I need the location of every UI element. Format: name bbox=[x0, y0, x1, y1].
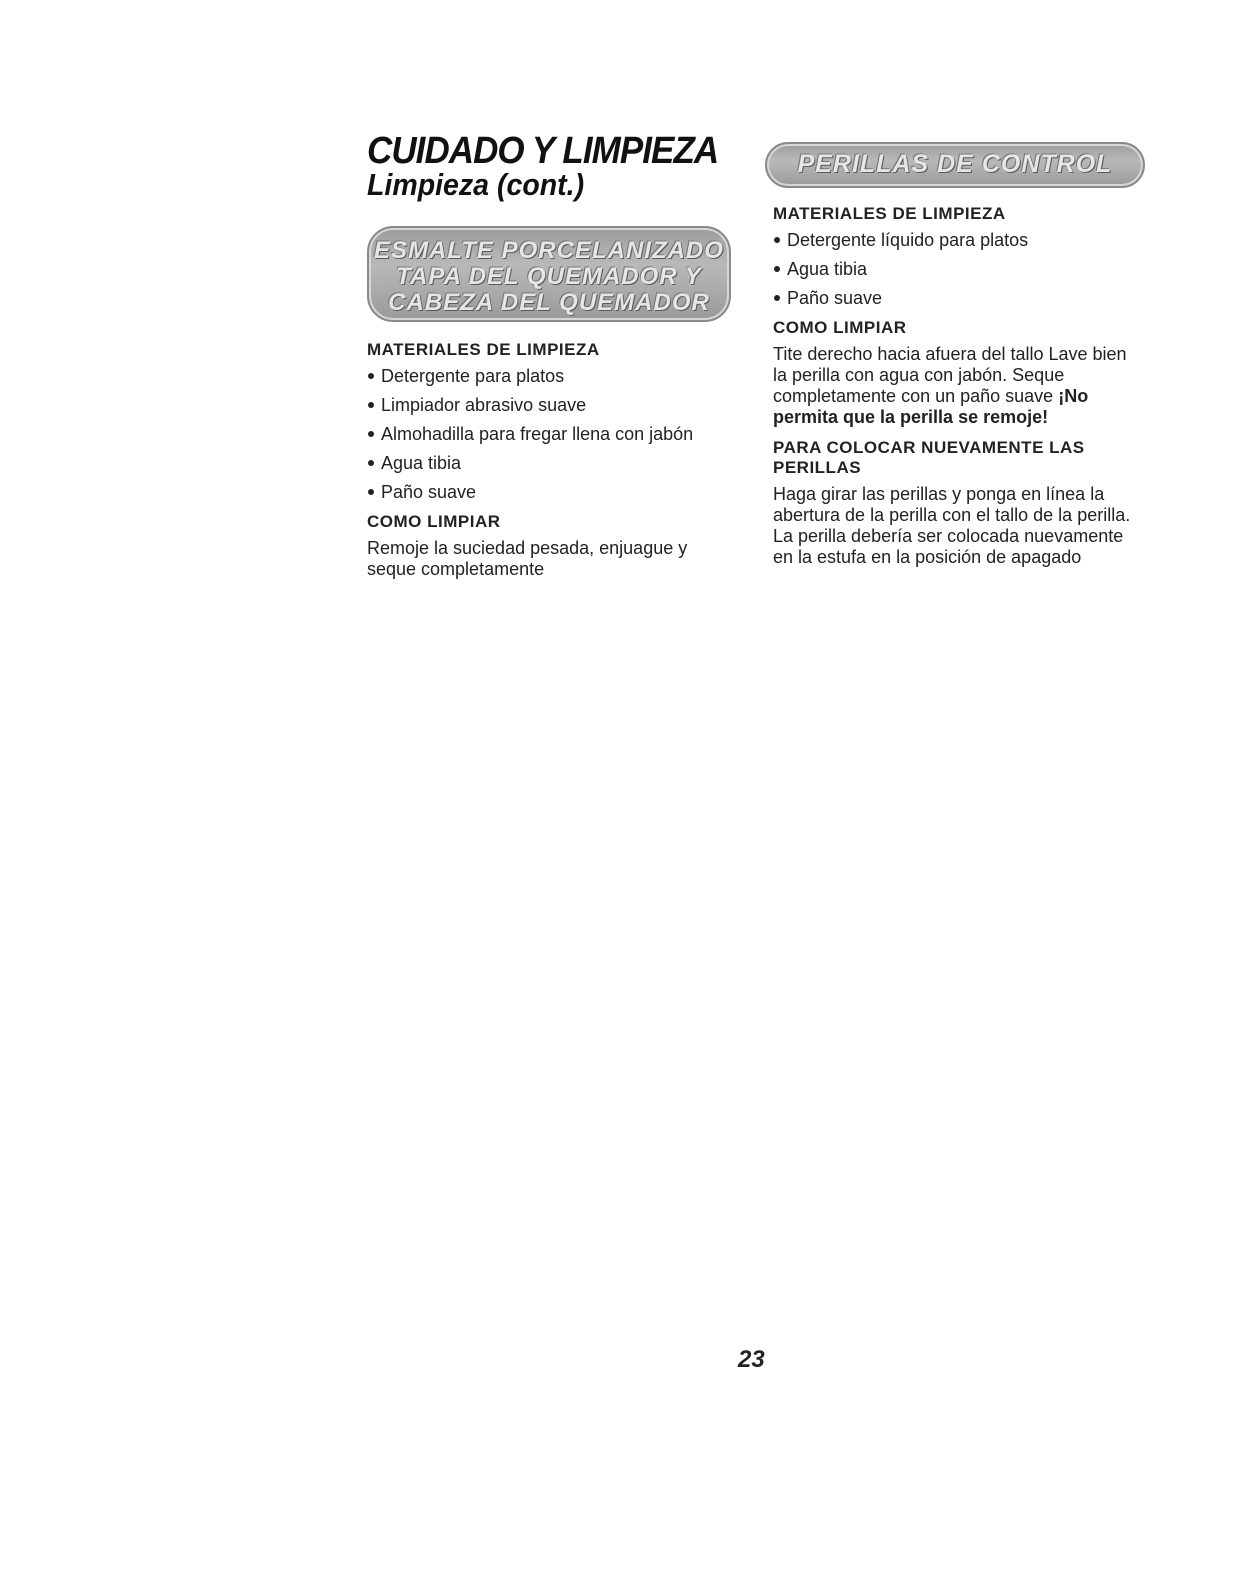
list-item-text: Agua tibia bbox=[381, 453, 462, 473]
materials-list bbox=[367, 366, 737, 503]
list-item-text: Detergente para platos bbox=[381, 366, 565, 386]
warning-text: ¡No permita que la perilla se remoje! bbox=[773, 386, 1089, 427]
list-item-text: Agua tibia bbox=[787, 259, 868, 279]
how-to-clean-heading: COMO LIMPIAR bbox=[773, 318, 907, 337]
page-number: 23 bbox=[738, 1346, 765, 1373]
section-banner-porcelain bbox=[367, 226, 731, 322]
bullet-icon bbox=[774, 295, 780, 301]
list-item-text: Almohadilla para fregar llena con jabón bbox=[381, 424, 694, 444]
list-item-text: Limpiador abrasivo suave bbox=[381, 395, 587, 415]
materials-heading: MATERIALES DE LIMPIEZA bbox=[367, 340, 600, 359]
materials-list bbox=[773, 230, 1143, 309]
materials-heading: MATERIALES DE LIMPIEZA bbox=[773, 204, 1006, 223]
list-item bbox=[367, 366, 737, 387]
right-column bbox=[773, 204, 1143, 578]
list-item bbox=[367, 453, 737, 474]
how-to-clean-text bbox=[773, 344, 1143, 428]
list-item-text: Paño suave bbox=[381, 482, 477, 502]
page-title: CUIDADO Y LIMPIEZA bbox=[367, 130, 719, 172]
bullet-icon bbox=[368, 431, 374, 437]
banner-line: CABEZA DEL QUEMADOR bbox=[388, 289, 710, 316]
list-item bbox=[367, 424, 737, 445]
bullet-icon bbox=[774, 266, 780, 272]
list-item-text: Paño suave bbox=[787, 288, 883, 308]
bullet-icon bbox=[774, 237, 780, 243]
bullet-icon bbox=[368, 460, 374, 466]
replace-knobs-heading: PARA COLOCAR NUEVAMENTE LAS PERILLAS bbox=[773, 438, 1085, 477]
list-item bbox=[367, 395, 737, 416]
how-to-clean-body: Tite derecho hacia afuera del tallo Lave bien la perilla con agua con jabón. Seque completamente con un paño suave bbox=[773, 344, 1127, 406]
list-item bbox=[773, 288, 1143, 309]
banner-line: ESMALTE PORCELANIZADO bbox=[374, 237, 724, 264]
banner-line: PERILLAS DE CONTROL bbox=[797, 150, 1113, 178]
section-banner-knobs bbox=[765, 142, 1145, 188]
replace-knobs-text: Haga girar las perillas y ponga en línea la abertura de la perilla con el tallo de la perilla. La perilla debería ser colocada nuevamente en la estufa en la posición de apagado bbox=[773, 484, 1131, 567]
page-subtitle: Limpieza (cont.) bbox=[367, 167, 585, 202]
bullet-icon bbox=[368, 373, 374, 379]
list-item bbox=[367, 482, 737, 503]
list-item bbox=[773, 230, 1143, 251]
how-to-clean-heading: COMO LIMPIAR bbox=[367, 512, 501, 531]
list-item-text: Detergente líquido para platos bbox=[787, 230, 1029, 250]
bullet-icon bbox=[368, 402, 374, 408]
bullet-icon bbox=[368, 489, 374, 495]
banner-line: TAPA DEL QUEMADOR Y bbox=[396, 263, 702, 290]
how-to-clean-text: Remoje la suciedad pesada, enjuague y seque completamente bbox=[367, 538, 688, 579]
left-column bbox=[367, 340, 737, 590]
list-item bbox=[773, 259, 1143, 280]
